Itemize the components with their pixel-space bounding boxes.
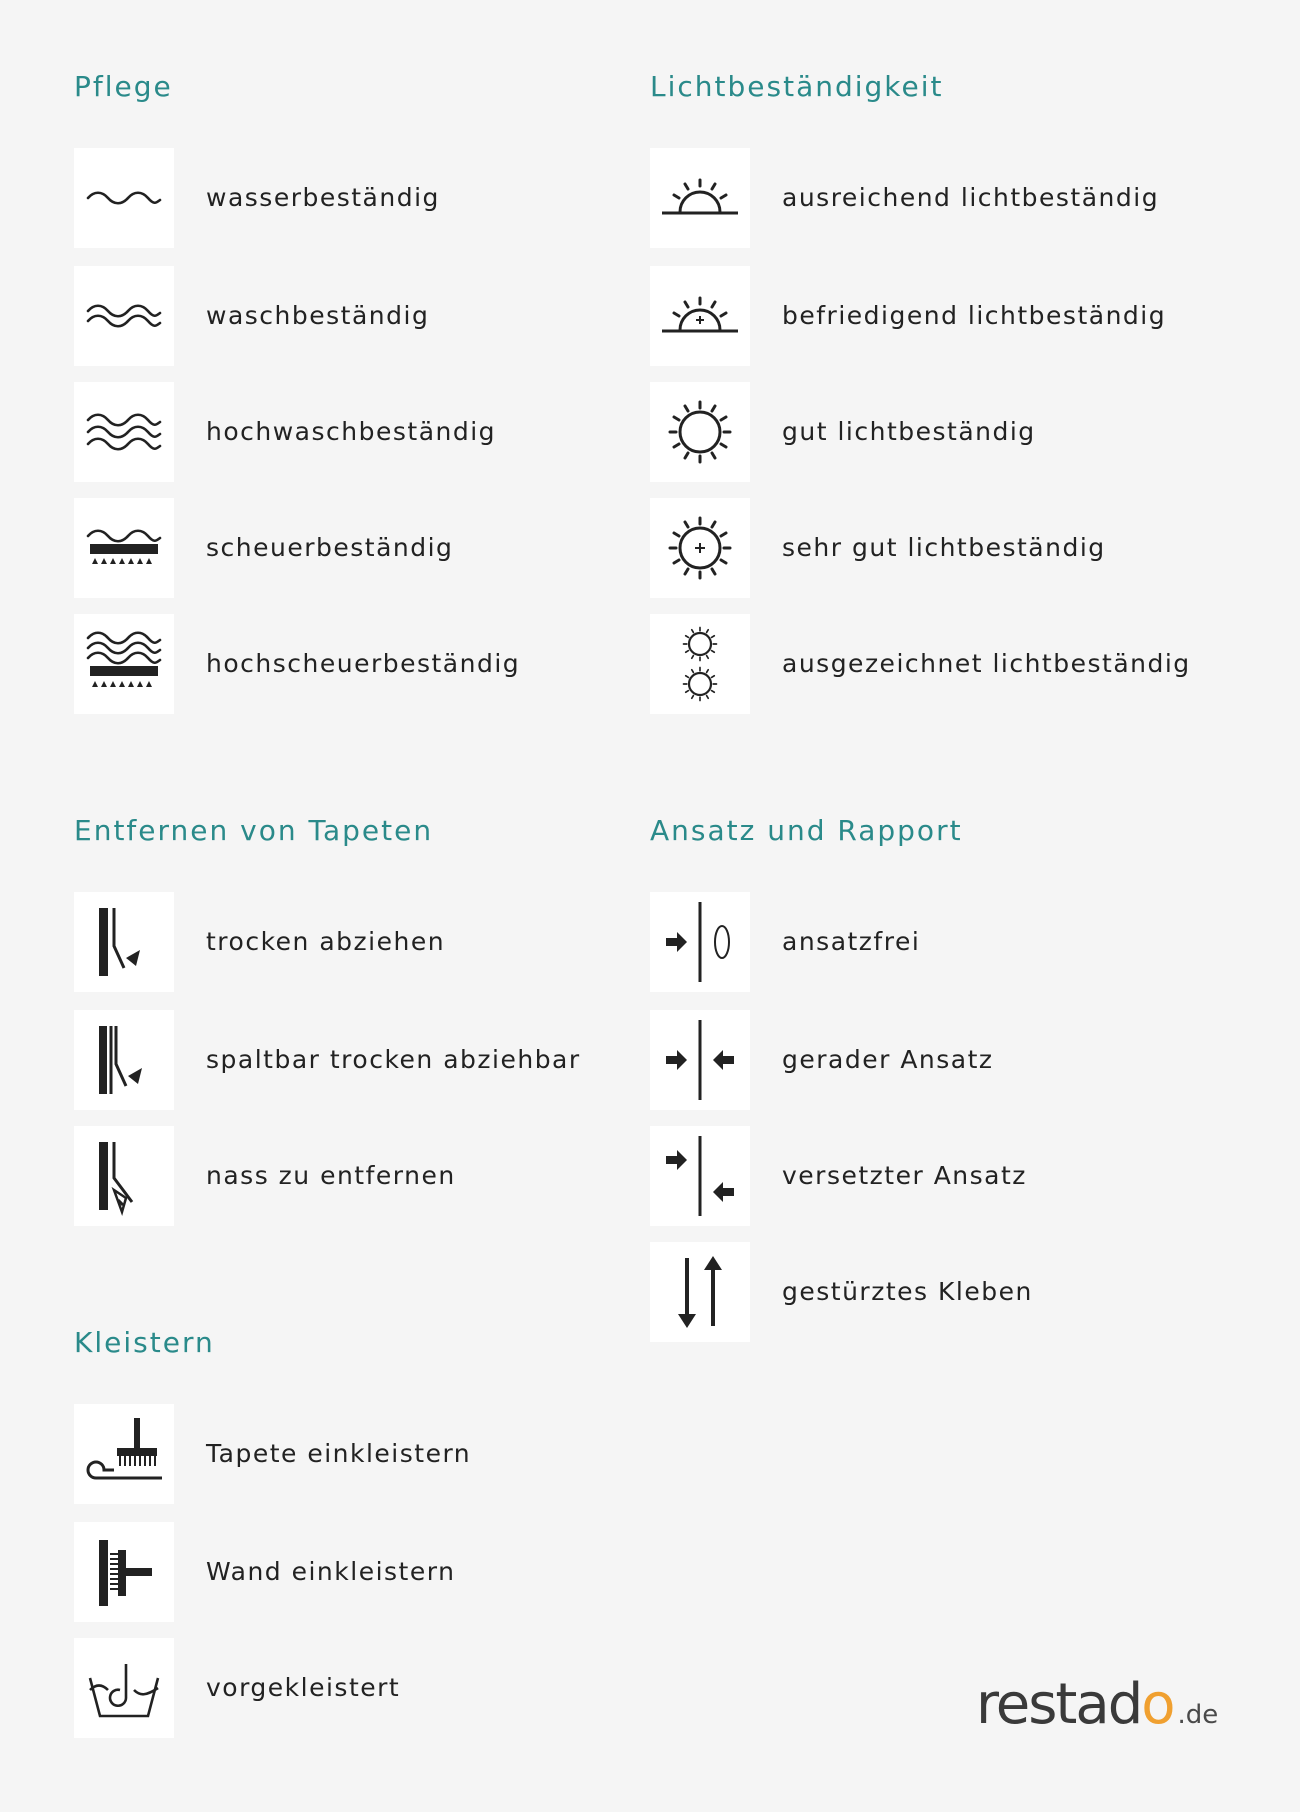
item-label: nass zu entfernen	[206, 1161, 456, 1190]
double-wave-icon	[74, 266, 174, 366]
list-item	[74, 892, 634, 992]
sun-icon	[650, 382, 750, 482]
restado-logo	[976, 1672, 1218, 1737]
list-item	[650, 266, 1210, 366]
section-title-pflege: Pflege	[74, 70, 173, 103]
item-label: gestürztes Kleben	[782, 1277, 1033, 1306]
free-match-icon	[650, 892, 750, 992]
triple-wave-brush-icon	[74, 614, 174, 714]
half-sun-plus-icon	[650, 266, 750, 366]
list-item	[74, 614, 634, 714]
half-sun-icon	[650, 148, 750, 248]
section-title-licht: Lichtbeständigkeit	[650, 70, 944, 103]
single-wave-icon	[74, 148, 174, 248]
list-item	[650, 148, 1210, 248]
paste-paper-icon	[74, 1404, 174, 1504]
double-sun-icon	[650, 614, 750, 714]
peel-wet-icon	[74, 1126, 174, 1226]
section-title-ansatz: Ansatz und Rapport	[650, 814, 963, 847]
item-label: versetzter Ansatz	[782, 1161, 1027, 1190]
item-label: scheuerbeständig	[206, 533, 454, 562]
list-item	[74, 148, 634, 248]
item-label: ausgezeichnet lichtbeständig	[782, 649, 1191, 678]
triple-wave-icon	[74, 382, 174, 482]
list-item	[74, 1522, 634, 1622]
reverse-hanging-icon	[650, 1242, 750, 1342]
prepasted-icon	[74, 1638, 174, 1738]
item-label: gut lichtbeständig	[782, 417, 1036, 446]
list-item	[74, 382, 634, 482]
list-item	[74, 1010, 634, 1110]
item-label: Tapete einkleistern	[206, 1439, 472, 1468]
item-label: hochwaschbeständig	[206, 417, 497, 446]
wave-brush-icon	[74, 498, 174, 598]
item-label: Wand einkleistern	[206, 1557, 456, 1586]
list-item	[650, 498, 1210, 598]
item-label: vorgekleistert	[206, 1673, 401, 1702]
peel-split-icon	[74, 1010, 174, 1110]
item-label: ausreichend lichtbeständig	[782, 183, 1160, 212]
item-label: ansatzfrei	[782, 927, 921, 956]
item-label: trocken abziehen	[206, 927, 446, 956]
list-item	[650, 1242, 1210, 1342]
item-label: befriedigend lichtbeständig	[782, 301, 1167, 330]
list-item	[74, 1404, 634, 1504]
list-item	[74, 1126, 634, 1226]
list-item	[74, 498, 634, 598]
straight-match-icon	[650, 1010, 750, 1110]
item-label: waschbeständig	[206, 301, 430, 330]
section-title-kleistern: Kleistern	[74, 1326, 215, 1359]
sun-plus-icon	[650, 498, 750, 598]
logo-tld: .de	[1177, 1700, 1219, 1730]
list-item	[650, 892, 1210, 992]
item-label: spaltbar trocken abziehbar	[206, 1045, 581, 1074]
peel-dry-icon	[74, 892, 174, 992]
list-item	[650, 614, 1210, 714]
logo-wordmark: restad	[976, 1672, 1142, 1737]
item-label: wasserbeständig	[206, 183, 440, 212]
list-item	[650, 1126, 1210, 1226]
offset-match-icon	[650, 1126, 750, 1226]
list-item	[74, 1638, 634, 1738]
list-item	[74, 266, 634, 366]
paste-wall-icon	[74, 1522, 174, 1622]
list-item	[650, 382, 1210, 482]
section-title-entfernen: Entfernen von Tapeten	[74, 814, 434, 847]
item-label: sehr gut lichtbeständig	[782, 533, 1106, 562]
item-label: hochscheuerbeständig	[206, 649, 521, 678]
list-item	[650, 1010, 1210, 1110]
logo-o: o	[1141, 1672, 1174, 1737]
item-label: gerader Ansatz	[782, 1045, 994, 1074]
